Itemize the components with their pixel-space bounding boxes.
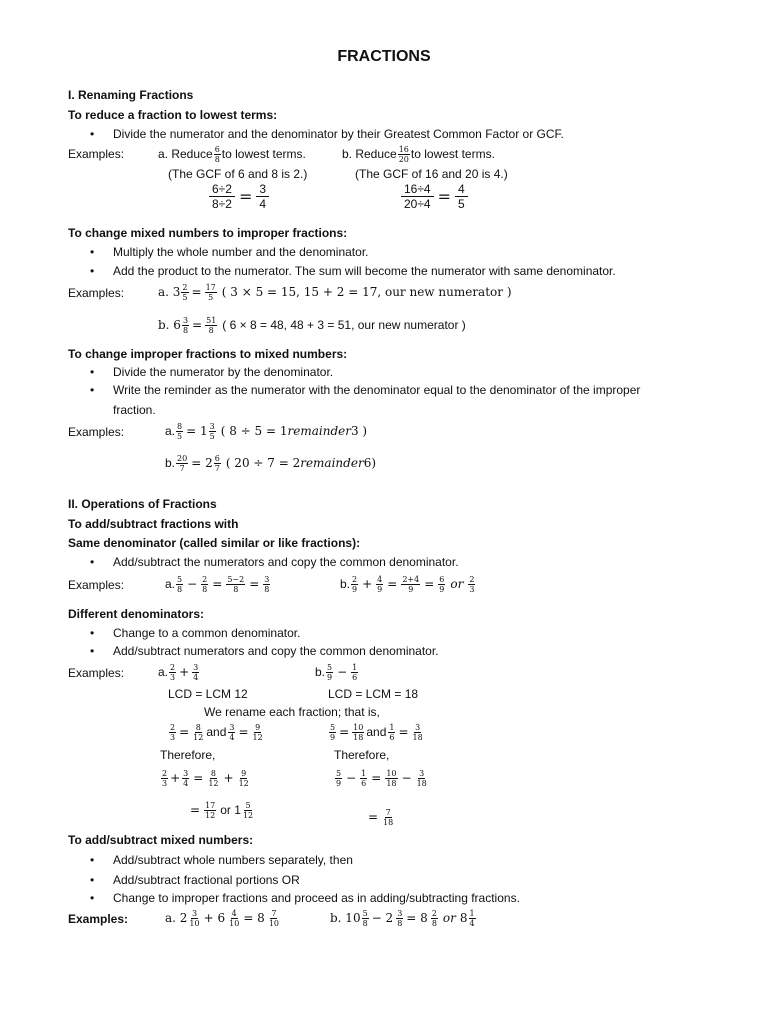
bullet-dot: • <box>90 853 95 867</box>
numerator: 6÷2 <box>209 182 235 197</box>
examples-label: Examples: <box>68 578 125 592</box>
bullet-reminder: Write the reminder as the numerator with the denominator equal to the denominator of the improper <box>113 383 641 397</box>
numerator: 3 <box>397 908 403 918</box>
example-a-mixed <box>165 906 281 930</box>
fraction <box>226 575 245 594</box>
denominator: 10 <box>229 918 240 928</box>
numerator: 2 <box>431 908 437 918</box>
bullet-reminder-cont: fraction. <box>113 403 156 417</box>
math-text: a. <box>165 424 176 438</box>
numerator: 10 <box>353 722 364 732</box>
denominator: 8÷2 <box>212 197 232 211</box>
fraction <box>169 663 176 682</box>
math-text: + 6 <box>203 911 226 925</box>
denominator: 8 <box>264 584 270 594</box>
math-text: = <box>371 771 382 785</box>
math-text: b. 6 <box>158 318 181 332</box>
numerator: 5 <box>245 800 251 810</box>
math-text: − <box>346 771 357 785</box>
example-b-calc <box>400 182 469 211</box>
math-text: + <box>170 771 181 785</box>
fraction <box>468 575 475 594</box>
numerator: 3 <box>415 722 421 732</box>
denominator: 9 <box>352 584 358 594</box>
denominator: 8 <box>214 154 220 164</box>
example-a-note: (The GCF of 6 and 8 is 2.) <box>168 167 308 181</box>
subheading-add-subtract: To add/subtract fractions with <box>68 517 239 531</box>
math-text: 8 <box>459 911 468 925</box>
numerator: 5 <box>362 908 368 918</box>
numerator: 7 <box>385 807 391 817</box>
bullet-change-improper: Change to improper fractions and proceed as in adding/subtracting fractions. <box>113 891 520 905</box>
math-symbol: = <box>398 725 409 739</box>
denominator: 9 <box>336 778 342 788</box>
fraction <box>388 723 395 742</box>
denominator: 3 <box>162 778 168 788</box>
fraction <box>192 663 199 682</box>
numerator: 6 <box>214 453 220 463</box>
math-text: ( 3 × 5 = 15, 15 + 2 = 17, our new numerator ) <box>221 285 512 299</box>
fraction <box>192 723 204 742</box>
denominator: 4 <box>193 672 199 682</box>
math-text: b. <box>315 665 326 679</box>
bullet-dot: • <box>90 383 95 397</box>
numerator: 4 <box>377 574 383 584</box>
fraction <box>252 723 264 742</box>
math-text: = <box>212 577 223 591</box>
math-text: = 8 <box>243 911 265 925</box>
fraction <box>263 575 270 594</box>
math-text: remainder <box>287 424 351 438</box>
lcd-b: LCD = LCM = 18 <box>328 687 419 701</box>
numerator: 7 <box>271 908 277 918</box>
denominator: 8 <box>233 584 239 594</box>
bullet-like-fractions: Add/subtract the numerators and copy the common denominator. <box>113 555 459 569</box>
bullet-multiply: Multiply the whole number and the denominator. <box>113 245 369 259</box>
fraction <box>207 769 219 788</box>
numerator: 2 <box>202 574 208 584</box>
numerator: 5−2 <box>227 574 245 584</box>
numerator: 2 <box>162 768 168 778</box>
fraction <box>352 723 364 742</box>
math-text: + <box>362 577 373 591</box>
fraction <box>176 575 183 594</box>
denominator: 9 <box>330 732 336 742</box>
math-text: b. <box>165 456 176 470</box>
math-text: − <box>401 771 412 785</box>
math-text: or 1 <box>220 803 241 817</box>
math-text: ( 20 ÷ 7 = 2 <box>225 456 301 470</box>
numerator: 6 <box>439 574 445 584</box>
numerator: 3 <box>419 768 425 778</box>
numerator: 1 <box>469 908 475 918</box>
math-symbol: = <box>179 725 190 739</box>
examples-label: Examples: <box>68 666 125 680</box>
numerator: 5 <box>336 768 342 778</box>
example-a-prefix: a. Reduce <box>158 147 213 161</box>
fraction <box>205 283 217 302</box>
denominator: 6 <box>361 778 367 788</box>
page-title: FRACTIONS <box>337 48 431 65</box>
denominator: 5 <box>208 292 214 302</box>
denominator: 5 <box>182 292 188 302</box>
numerator: 9 <box>255 722 261 732</box>
denominator: 4 <box>183 778 189 788</box>
numerator: 2 <box>352 574 358 584</box>
bullet-dot: • <box>90 626 95 640</box>
bullet-whole-numbers: Add/subtract whole numbers separately, then <box>113 853 353 867</box>
numerator: 2 <box>170 722 176 732</box>
denominator: 8 <box>208 325 214 335</box>
fraction <box>214 454 221 473</box>
therefore-b: Therefore, <box>334 748 390 762</box>
fraction <box>176 422 183 441</box>
bullet-dot: • <box>90 127 95 141</box>
section-heading-operations: II. Operations of Fractions <box>68 497 217 511</box>
math-text: a. 3 <box>158 285 181 299</box>
fraction <box>209 182 235 211</box>
denominator: 9 <box>408 584 414 594</box>
math-text: = <box>368 810 379 824</box>
denominator: 5 <box>177 431 183 441</box>
fraction <box>169 723 176 742</box>
math-text: − <box>187 577 198 591</box>
denominator: 4 <box>229 732 235 742</box>
math-text: 6) <box>363 456 377 470</box>
bullet-dot: • <box>90 873 95 887</box>
fraction <box>228 723 235 742</box>
math-text: = <box>193 771 204 785</box>
fraction <box>396 909 403 928</box>
subheading-same-denominator: Same denominator (called similar or like fractions): <box>68 536 361 550</box>
fraction <box>182 769 189 788</box>
rename-a <box>168 720 265 744</box>
numerator: 4 <box>231 908 237 918</box>
example-a-calc <box>208 182 270 211</box>
denominator: 18 <box>383 817 394 827</box>
example-b-suffix: to lowest terms. <box>410 147 495 161</box>
bullet-gcf: Divide the numerator and the denominator by their Greatest Common Factor or GCF. <box>113 127 564 141</box>
fraction <box>176 454 188 473</box>
numerator: 8 <box>210 768 216 778</box>
math-text: ( 6 × 8 = 48, 48 + 3 = 51, our new numerator ) <box>222 318 466 332</box>
subheading-lowest-terms: To reduce a fraction to lowest terms: <box>68 108 278 122</box>
bullet-add-product: Add the product to the numerator. The sum will become the numerator with same denominator. <box>113 264 616 278</box>
math-symbol: = <box>339 725 350 739</box>
denominator: 9 <box>327 672 333 682</box>
rename-sentence: We rename each fraction; that is, <box>204 705 380 719</box>
denominator: 8 <box>177 584 183 594</box>
numerator: 51 <box>206 315 217 325</box>
math-text: = <box>387 577 398 591</box>
math-text: a. <box>158 665 169 679</box>
bullet-dot: • <box>90 264 95 278</box>
numerator: 8 <box>195 722 201 732</box>
examples-label: Examples: <box>68 425 125 439</box>
numerator: 3 <box>183 768 189 778</box>
section-heading-renaming: I. Renaming Fractions <box>68 88 194 102</box>
math-text: = 8 <box>406 911 428 925</box>
example-a-mixed-to-improper <box>158 280 512 304</box>
fraction <box>188 909 200 928</box>
example-b-reduce <box>342 142 495 166</box>
denominator: 8 <box>362 918 368 928</box>
fraction <box>351 663 358 682</box>
math-text: = <box>249 577 260 591</box>
numerator: 5 <box>177 574 183 584</box>
math-text: = <box>190 803 201 817</box>
rename-b <box>328 720 425 744</box>
numerator: 20 <box>177 453 188 463</box>
example-b-mixed-to-improper <box>158 313 466 337</box>
math-text: + <box>179 665 190 679</box>
denominator: 12 <box>252 732 263 742</box>
math-text: = 1 <box>186 424 208 438</box>
denominator: 12 <box>242 810 254 820</box>
denominator: 3 <box>469 584 475 594</box>
bullet-dot: • <box>90 555 95 569</box>
example-a-suffix: to lowest terms. <box>221 147 306 161</box>
denominator: 3 <box>170 672 176 682</box>
therefore-b-calc <box>334 766 429 790</box>
denominator: 6 <box>352 672 358 682</box>
numerator: 2 <box>182 282 188 292</box>
denominator: 10 <box>189 918 200 928</box>
bullet-dot: • <box>90 365 95 379</box>
fraction <box>209 422 216 441</box>
numerator: 3 <box>193 662 199 672</box>
numerator: 10 <box>386 768 397 778</box>
denominator: 12 <box>205 810 216 820</box>
bullet-add-numerators: Add/subtract numerators and copy the common denominator. <box>113 644 439 658</box>
example-b-improper-to-mixed <box>165 451 376 475</box>
example-b-note: (The GCF of 16 and 20 is 4.) <box>355 167 508 181</box>
fraction <box>161 769 168 788</box>
denominator: 5 <box>458 197 465 211</box>
fraction <box>469 909 476 928</box>
example-a-improper-to-mixed <box>165 419 367 443</box>
denominator: 9 <box>377 584 383 594</box>
numerator: 8 <box>177 421 183 431</box>
bullet-dot: • <box>90 245 95 259</box>
fraction <box>326 663 333 682</box>
math-text: = <box>191 285 202 299</box>
lcd-a: LCD = LCM 12 <box>168 687 248 701</box>
subheading-mixed-to-improper: To change mixed numbers to improper fractions: <box>68 226 348 240</box>
fraction <box>329 723 336 742</box>
fraction <box>242 801 254 820</box>
numerator: 3 <box>182 315 189 325</box>
math-text: b. <box>340 577 351 591</box>
fraction <box>455 182 468 211</box>
numerator: 2 <box>469 574 475 584</box>
fraction <box>181 283 188 302</box>
fraction <box>382 808 394 827</box>
fraction <box>438 575 445 594</box>
therefore-a: Therefore, <box>160 748 216 762</box>
numerator: 1 <box>361 768 367 778</box>
fraction <box>228 909 240 928</box>
fraction <box>351 575 358 594</box>
fraction <box>401 182 434 211</box>
numerator: 2 <box>170 662 176 672</box>
denominator: 20÷4 <box>404 197 431 211</box>
numerator: 16 <box>398 144 409 154</box>
numerator: 3 <box>209 421 215 431</box>
denominator: 12 <box>208 778 219 788</box>
math-text: 3 ) <box>350 424 368 438</box>
denominator: 12 <box>193 732 204 742</box>
example-b-different <box>315 660 359 684</box>
denominator: 4 <box>259 197 267 211</box>
fraction <box>256 182 269 211</box>
denominator: 18 <box>416 778 427 788</box>
fraction <box>204 801 216 820</box>
math-text: and <box>366 725 387 739</box>
denominator: 18 <box>412 732 423 742</box>
example-a-different <box>158 660 200 684</box>
fraction <box>268 909 280 928</box>
fraction <box>362 909 369 928</box>
fraction <box>401 575 420 594</box>
numerator: 1 <box>389 722 395 732</box>
denominator: 8 <box>431 918 437 928</box>
math-text: = <box>238 187 253 206</box>
fraction <box>385 769 397 788</box>
denominator: 18 <box>353 732 364 742</box>
fraction <box>182 316 189 335</box>
math-text: a. <box>165 577 176 591</box>
fraction <box>201 575 208 594</box>
math-text: + <box>223 771 234 785</box>
math-text: a. 2 <box>165 911 188 925</box>
math-symbol: = <box>238 725 249 739</box>
denominator: 20 <box>398 154 409 164</box>
bullet-divide: Divide the numerator by the denominator. <box>113 365 334 379</box>
numerator: 5 <box>330 722 336 732</box>
examples-label: Examples: <box>68 286 125 300</box>
denominator: 7 <box>179 463 185 473</box>
denominator: 6 <box>389 732 395 742</box>
fraction <box>416 769 428 788</box>
subheading-mixed-numbers: To add/subtract mixed numbers: <box>68 833 254 847</box>
denominator: 5 <box>209 431 215 441</box>
numerator: 5 <box>327 662 333 672</box>
examples-label: Examples: <box>68 147 125 161</box>
numerator: 3 <box>229 722 235 732</box>
math-text: = <box>437 187 452 206</box>
examples-label: Examples: <box>68 912 129 926</box>
denominator: 10 <box>268 918 280 928</box>
math-text: or <box>442 911 456 925</box>
numerator: 9 <box>241 768 247 778</box>
math-text: b. 10 <box>330 911 361 925</box>
fraction <box>238 769 250 788</box>
therefore-a-calc <box>160 766 251 790</box>
math-text: ( 8 ÷ 5 = 1 <box>220 424 288 438</box>
math-text: and <box>206 725 227 739</box>
fraction <box>205 316 217 335</box>
final-b <box>368 805 395 829</box>
math-text: − 2 <box>371 911 394 925</box>
denominator: 7 <box>214 463 220 473</box>
numerator: 3 <box>191 908 198 918</box>
bullet-dot: • <box>90 891 95 905</box>
numerator: 1 <box>352 662 358 672</box>
math-text: = <box>192 318 203 332</box>
numerator: 3 <box>256 182 269 197</box>
math-text: − <box>337 665 348 679</box>
denominator: 8 <box>202 584 208 594</box>
numerator: 17 <box>205 282 216 292</box>
numerator: 6 <box>214 144 220 154</box>
subheading-improper-to-mixed: To change improper fractions to mixed numbers: <box>68 347 348 361</box>
example-b-mixed <box>330 906 477 930</box>
example-b-prefix: b. Reduce <box>342 147 397 161</box>
bullet-fractional-portions: Add/subtract fractional portions OR <box>113 873 300 887</box>
example-a-like <box>165 572 271 596</box>
fraction <box>412 723 424 742</box>
denominator: 8 <box>397 918 403 928</box>
denominator: 18 <box>386 778 397 788</box>
denominator: 12 <box>238 778 249 788</box>
final-a <box>190 798 255 822</box>
denominator: 3 <box>170 732 176 742</box>
fraction <box>398 145 410 164</box>
example-a-reduce <box>158 142 306 166</box>
bullet-common-denominator: Change to a common denominator. <box>113 626 301 640</box>
fraction <box>335 769 342 788</box>
fraction <box>431 909 438 928</box>
math-text: or <box>450 577 464 591</box>
bullet-dot: • <box>90 644 95 658</box>
denominator: 4 <box>469 918 475 928</box>
numerator: 4 <box>455 182 468 197</box>
fraction <box>360 769 367 788</box>
numerator: 17 <box>205 800 216 810</box>
subheading-different-denominators: Different denominators: <box>68 607 205 621</box>
numerator: 2+4 <box>402 574 420 584</box>
numerator: 3 <box>264 574 270 584</box>
denominator: 9 <box>439 584 445 594</box>
math-text: remainder <box>300 456 364 470</box>
math-text: = <box>424 577 435 591</box>
numerator: 16÷4 <box>401 182 434 197</box>
fraction <box>376 575 383 594</box>
example-b-like <box>340 572 476 596</box>
math-text: = 2 <box>191 456 213 470</box>
denominator: 8 <box>182 325 189 335</box>
fraction <box>214 145 221 164</box>
